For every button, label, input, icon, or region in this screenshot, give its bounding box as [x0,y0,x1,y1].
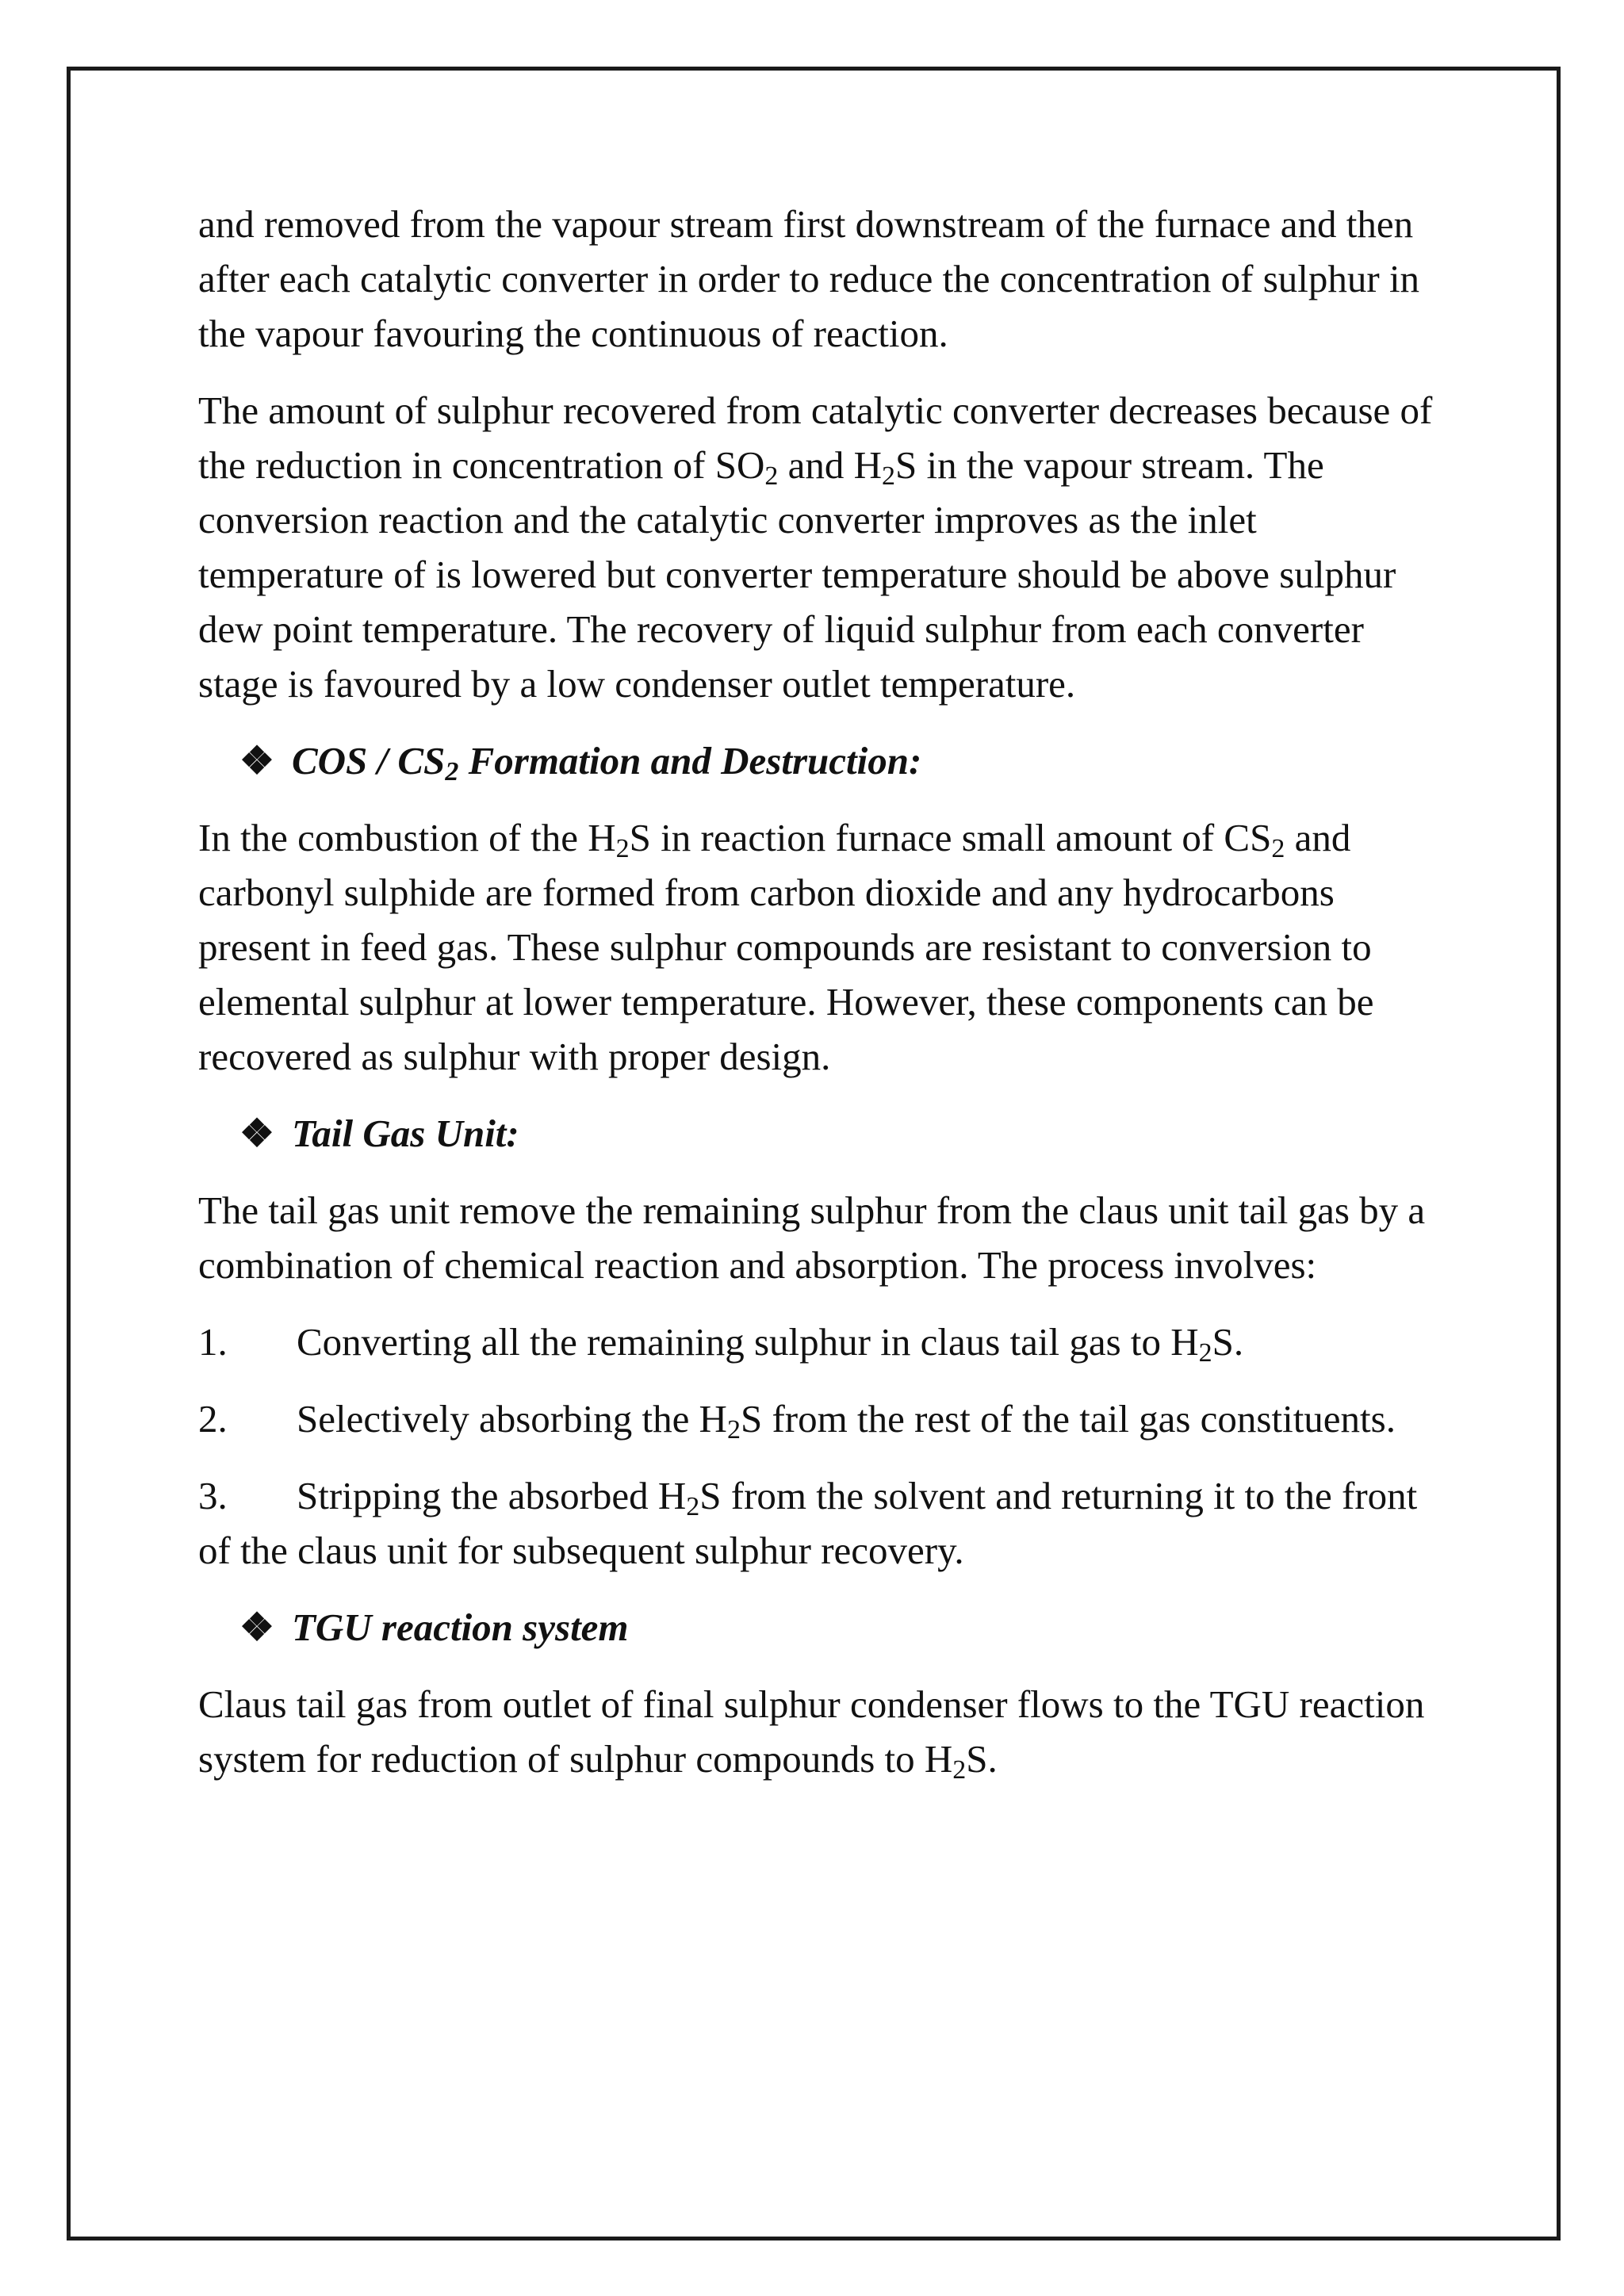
paragraph-continuation: and removed from the vapour stream first downstream of the furnace and then after each catalytic converter in order to reduce the concentration of sulphur in the vapour favouring the continuous of reaction. [198,202,1420,355]
heading-tgu-reaction-system: ❖ TGU reaction system [239,1600,1435,1655]
list-item: 1. Converting all the remaining sulphur in claus tail gas to $H_2S$. [198,1320,1244,1368]
diamond-bullet-icon: ❖ [239,739,274,783]
heading-tail-gas-unit: ❖ Tail Gas Unit: [239,1106,1435,1161]
document-body [198,197,1435,1808]
paragraph-cos-cs2: In the combustion of the $H_2S$ in reaction furnace small amount of $CS_2$ and carbonyl sulphide are formed from carbon dioxide and any hydrocarbons present in feed gas. These sulphur compounds are resistant to conversion to elemental sulphur at lower temperature. However, these components can be recovered as sulphur with proper design. [198,816,1374,1078]
diamond-bullet-icon: ❖ [239,1112,274,1155]
list-item: 3. Stripping the absorbed $H_2S$ from the solvent and returning it to the front of the claus unit for subsequent sulphur recovery. [198,1474,1418,1572]
paragraph-tail-gas-unit: The tail gas unit remove the remaining sulphur from the claus unit tail gas by a combination of chemical reaction and absorption. The process involves: [198,1188,1426,1287]
list-item: 2. Selectively absorbing the $H_2S$ from the rest of the tail gas constituents. [198,1397,1396,1445]
heading-cos-cs2: ❖ COS / $CS_2$ Formation and Destruction: [239,733,1435,788]
paragraph-tgu-reaction: Claus tail gas from outlet of final sulphur condenser flows to the TGU reaction system for reduction of sulphur compounds to $H_2S$. [198,1682,1425,1785]
diamond-bullet-icon: ❖ [239,1605,274,1649]
paragraph-sulphur-recovery: The amount of sulphur recovered from catalytic converter decreases because of the reduction in concentration of $SO_2$ and $H_2S$ in the vapour stream. The conversion reaction and the catalytic converter improves as the inlet temperature of is lowered but converter temperature should be above sulphur dew point temperature. The recovery of liquid sulphur from each converter stage is favoured by a low condenser outlet temperature. [198,388,1433,706]
